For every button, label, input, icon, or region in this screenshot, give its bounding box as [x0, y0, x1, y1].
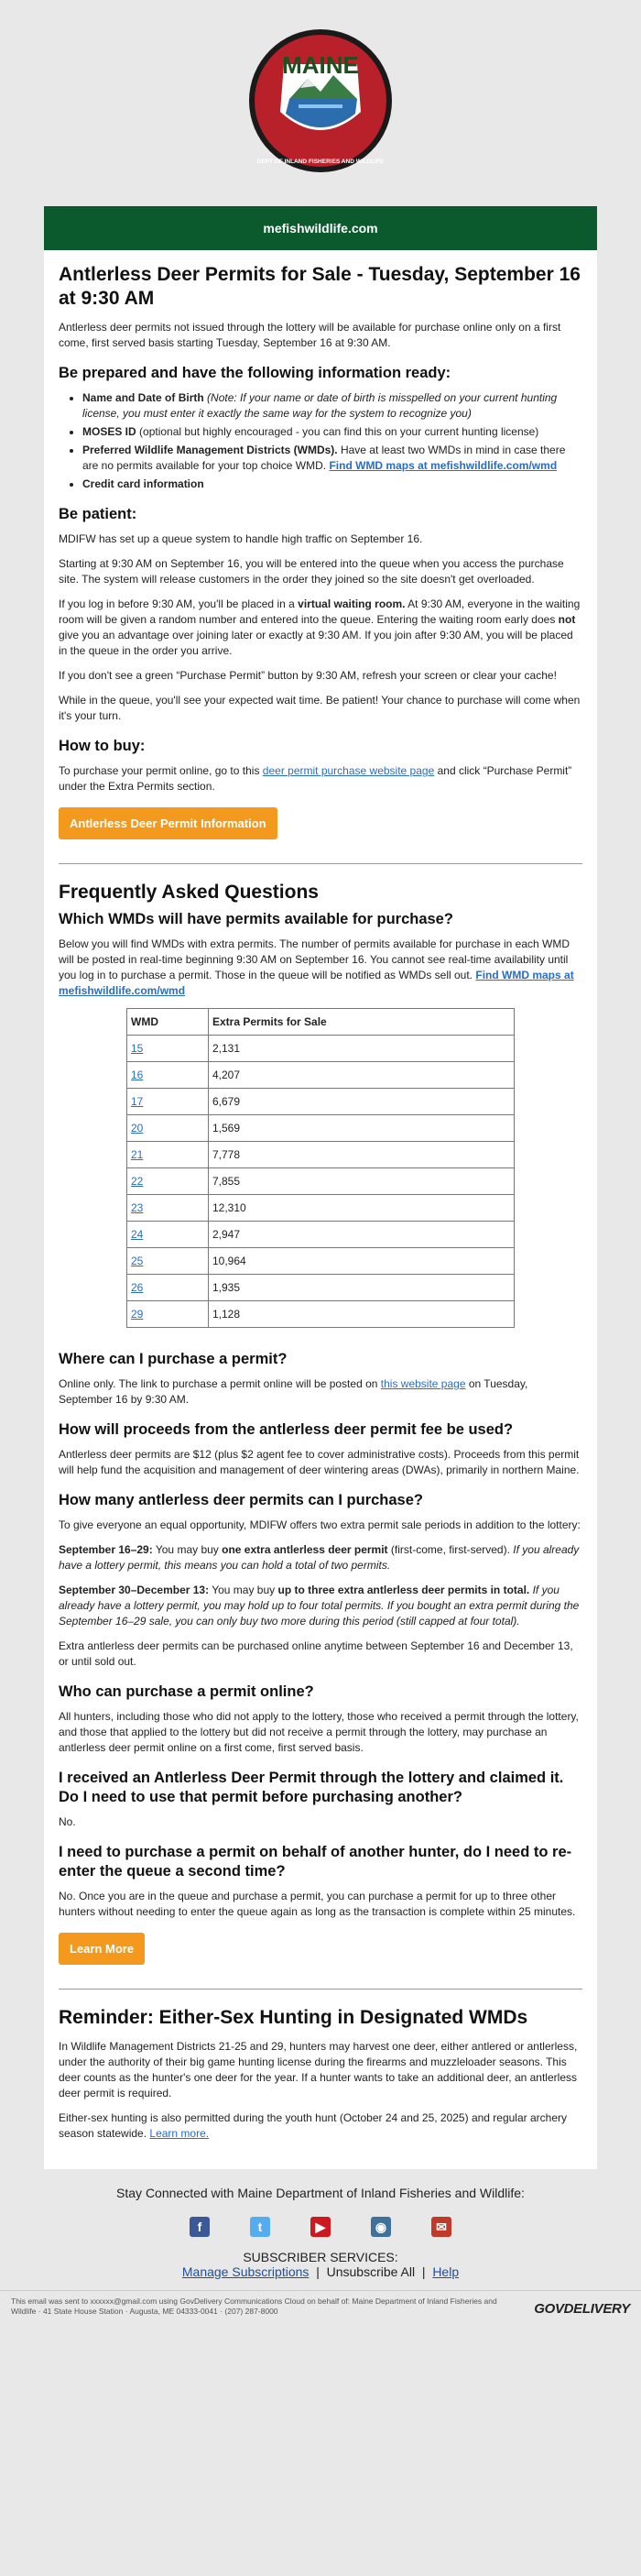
- unsubscribe-all-link[interactable]: Unsubscribe All: [326, 2264, 416, 2279]
- faq-q7: I need to purchase a permit on behalf of another hunter, do I need to re-enter the queue a second time?: [59, 1844, 572, 1880]
- legal-bar: [0, 2290, 641, 2317]
- table-header: WMD: [127, 1009, 209, 1036]
- subscriber-services: SUBSCRIBER SERVICES:: [243, 2250, 398, 2264]
- divider: [59, 1989, 582, 1990]
- faq-q3: How will proceeds from the antlerless deer permit fee be used?: [59, 1421, 514, 1438]
- permit-count: 4,207: [209, 1062, 515, 1089]
- logo-area: [0, 0, 641, 206]
- table-row: [127, 1301, 515, 1328]
- instagram-icon[interactable]: ◉: [371, 2217, 391, 2237]
- faq-q5: Who can purchase a permit online?: [59, 1683, 314, 1700]
- patient-p2: Starting at 9:30 AM on September 16, you will be entered into the queue when you access the purchase site. The system will release customers in the order they joined so the site doesn't get overloaded.: [59, 557, 564, 586]
- purchase-page-link[interactable]: deer permit purchase website page: [262, 764, 435, 777]
- patient-p1: MDIFW has set up a queue system to handle high traffic on September 16.: [59, 532, 423, 545]
- table-header-row: [127, 1009, 515, 1036]
- list-item: • Preferred Wildlife Management Districts (WMDs). Have at least two WMDs in mind in case there are no permits available for your top choice WMD. Find WMD maps at mefishwildlife.com/wmd: [82, 443, 582, 474]
- table-row: [127, 1195, 515, 1222]
- footer: [0, 2169, 641, 2317]
- table-row: [127, 1089, 515, 1115]
- patient-p3: If you log in before 9:30 AM, you'll be placed in a virtual waiting room. At 9:30 AM, everyone in the waiting room will be given a random number and entered into the queue. Entering the waiting room early does not give you an advantage over joining later or exactly at 9:30 AM. If you join after 9:30 AM, you will be placed in the queue in the order you arrive.: [59, 597, 581, 657]
- faq-a2: Online only. The link to purchase a permit online will be posted on this website page on Tuesday, September 16 by 9:30 AM.: [59, 1377, 528, 1406]
- help-link[interactable]: Help: [432, 2264, 460, 2279]
- wmd-maps-link[interactable]: Find WMD maps at mefishwildlife.com/wmd: [59, 969, 574, 997]
- reminder-title: Reminder: Either-Sex Hunting in Designated WMDs: [59, 2007, 528, 2028]
- social-links: [0, 2217, 641, 2237]
- prepared-heading: Be prepared and have the following information ready:: [59, 365, 451, 381]
- main-title: Antlerless Deer Permits for Sale - Tuesday, September 16 at 9:30 AM: [59, 264, 581, 309]
- twitter-icon[interactable]: t: [250, 2217, 270, 2237]
- permit-count: 7,855: [209, 1168, 515, 1195]
- website-page-link[interactable]: this website page: [380, 1377, 466, 1390]
- permit-count: 10,964: [209, 1248, 515, 1275]
- list-item: • Name and Date of Birth (Note: If your name or date of birth is misspelled on your current hunting license, you must enter it exactly the same way for the system to recognize you): [82, 390, 582, 422]
- faq-q6: I received an Antlerless Deer Permit through the lottery and claimed it. Do I need to use that permit before purchasing another?: [59, 1770, 564, 1805]
- permit-count: 1,935: [209, 1275, 515, 1301]
- faq-title: Frequently Asked Questions: [59, 882, 319, 903]
- table-header: Extra Permits for Sale: [209, 1009, 515, 1036]
- permit-count: 6,679: [209, 1089, 515, 1115]
- manage-subscriptions-link[interactable]: Manage Subscriptions: [181, 2264, 310, 2279]
- table-row: [127, 1062, 515, 1089]
- wmd-link[interactable]: 22: [131, 1174, 144, 1188]
- faq-q4: How many antlerless deer permits can I purchase?: [59, 1492, 423, 1508]
- faq-a4: To give everyone an equal opportunity, MDIFW offers two extra permit sale periods in addition to the lottery:: [59, 1518, 581, 1531]
- separator: |: [316, 2264, 320, 2279]
- table-row: [127, 1275, 515, 1301]
- patient-p4: If you don't see a green “Purchase Permit” button by 9:30 AM, refresh your screen or clear your cache!: [59, 669, 557, 682]
- faq-q1: Which WMDs will have permits available for purchase?: [59, 911, 453, 927]
- learn-more-button[interactable]: Learn More: [59, 1933, 145, 1965]
- stay-connected: Stay Connected with Maine Department of Inland Fisheries and Wildlife:: [116, 2186, 525, 2200]
- email-content: [44, 250, 597, 2169]
- how-heading: How to buy:: [59, 738, 146, 754]
- permit-count: 2,131: [209, 1036, 515, 1062]
- wmd-link[interactable]: 15: [131, 1041, 144, 1055]
- prepared-list: [59, 390, 582, 492]
- logo-title: MAINE: [282, 51, 359, 79]
- wmd-link[interactable]: 16: [131, 1068, 144, 1081]
- wmd-link[interactable]: 26: [131, 1280, 144, 1294]
- permit-info-button[interactable]: Antlerless Deer Permit Information: [59, 807, 277, 839]
- facebook-icon[interactable]: f: [190, 2217, 210, 2237]
- faq-a5: All hunters, including those who did not apply to the lottery, those who received a permit through the lottery, and those that applied to the lottery but did not receive a permit through the lottery, may purchase an antlerless deer permit online on a first come, first served basis.: [59, 1710, 579, 1754]
- permit-count: 1,128: [209, 1301, 515, 1328]
- permit-count: 2,947: [209, 1222, 515, 1248]
- wmd-link[interactable]: 24: [131, 1227, 144, 1241]
- permit-count: 7,778: [209, 1142, 515, 1168]
- faq-a4-end: Extra antlerless deer permits can be purchased online anytime between September 16 and December 13, or until sold out.: [59, 1639, 573, 1668]
- permit-count: 1,569: [209, 1115, 515, 1142]
- wmd-link[interactable]: 17: [131, 1094, 144, 1108]
- sale-period-2: September 30–December 13: You may buy up to three extra antlerless deer permits in total. If you already have a lottery permit, you may hold up to four total permits. If you bought an extra permit during the September 16–29 sale, you can only buy two more during this period (still capped at four total).: [59, 1584, 580, 1628]
- table-row: [127, 1115, 515, 1142]
- wmd-link[interactable]: 21: [131, 1147, 144, 1161]
- table-row: [127, 1036, 515, 1062]
- faq-a6: No.: [59, 1815, 76, 1828]
- wmd-link[interactable]: 29: [131, 1307, 144, 1321]
- wmd-maps-link[interactable]: Find WMD maps at mefishwildlife.com/wmd: [329, 459, 558, 472]
- permit-count: 12,310: [209, 1195, 515, 1222]
- learn-more-link[interactable]: Learn more.: [149, 2127, 210, 2140]
- list-item: • MOSES ID (optional but highly encouraged - you can find this on your current hunting license): [82, 424, 582, 440]
- reminder-p2: Either-sex hunting is also permitted during the youth hunt (October 24 and 25, 2025) and regular archery season statewide. Learn more.: [59, 2111, 567, 2140]
- wmd-link[interactable]: 20: [131, 1121, 144, 1135]
- reminder-p1: In Wildlife Management Districts 21-25 and 29, hunters may harvest one deer, either antlered or antlerless, under the authority of their big game hunting license during the firearms and muzzleloader seasons. This deer counts as the hunter's one deer for the year. If a hunter wants to take an additional deer, an antlerless deer permit is required.: [59, 2040, 578, 2099]
- email-card: [44, 206, 597, 2169]
- maine-ifw-logo[interactable]: [247, 27, 394, 174]
- site-link[interactable]: mefishwildlife.com: [263, 221, 378, 236]
- table-row: [127, 1248, 515, 1275]
- table-row: [127, 1168, 515, 1195]
- separator: |: [421, 2264, 426, 2279]
- how-text: To purchase your permit online, go to this deer permit purchase website page and click “Purchase Permit” under the Extra Permits section.: [59, 764, 572, 793]
- faq-q2: Where can I purchase a permit?: [59, 1351, 288, 1367]
- faq-a1: Below you will find WMDs with extra permits. The number of permits available for purchase in each WMD will be posted in real-time beginning 9:30 AM on September 16. You cannot see real-time availability until you log in to purchase a permit. Those in the queue will be notified as WMDs sell out. Find WMD maps at mefishwildlife.com/wmd: [59, 937, 574, 997]
- table-row: [127, 1222, 515, 1248]
- subscriber-links: [0, 2264, 641, 2279]
- table-row: [127, 1142, 515, 1168]
- faq-a3: Antlerless deer permits are $12 (plus $2 agent fee to cover administrative costs). Proceeds from this permit will help fund the acquisition and management of deer wintering areas (DWAs), primarily in northern Maine.: [59, 1448, 580, 1476]
- govdelivery-logo[interactable]: GOVDELIVERY: [534, 2301, 630, 2317]
- email-icon[interactable]: ✉: [431, 2217, 451, 2237]
- wmd-table: [126, 1008, 515, 1328]
- youtube-icon[interactable]: ▶: [310, 2217, 331, 2237]
- faq-a7: No. Once you are in the queue and purchase a permit, you can purchase a permit for up to three other hunters without needing to enter the queue again as long as the transaction is complete within 25 minutes.: [59, 1890, 576, 1918]
- divider: [59, 863, 582, 864]
- logo-ring-text: DEPT OF INLAND FISHERIES AND WILDLIFE: [256, 159, 385, 165]
- list-item: • Credit card information: [82, 477, 582, 492]
- wmd-link[interactable]: 25: [131, 1254, 144, 1267]
- patient-heading: Be patient:: [59, 506, 137, 522]
- site-bar: [44, 206, 597, 250]
- sale-period-1: September 16–29: You may buy one extra antlerless deer permit (first-come, first-served). If you already have a lottery permit, this means you can hold a total of two permits.: [59, 1543, 580, 1572]
- legal-text: This email was sent to xxxxxx@gmail.com using GovDelivery Communications Cloud on behalf of: Maine Department of Inland Fisheries and Wildlife · 41 State House Station · Augusta, ME 04333-0041 · (207) 287-8000: [11, 2296, 497, 2316]
- wmd-link[interactable]: 23: [131, 1200, 144, 1214]
- intro-text: Antlerless deer permits not issued through the lottery will be available for purchase online only on a first come, first served basis starting Tuesday, September 16 at 9:30 AM.: [59, 321, 561, 349]
- patient-p5: While in the queue, you'll see your expected wait time. Be patient! Your chance to purchase will come when it's your turn.: [59, 694, 581, 722]
